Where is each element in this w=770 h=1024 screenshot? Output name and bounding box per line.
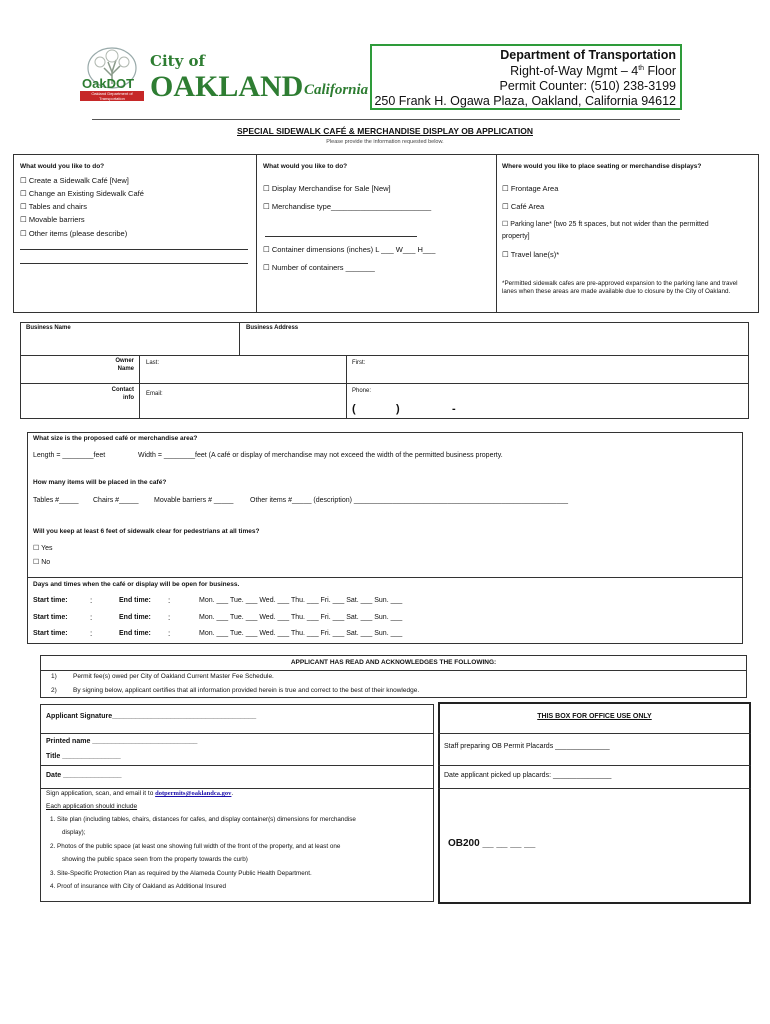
- sig-row-line-3: [40, 788, 434, 789]
- ack-num-1: 1): [51, 673, 57, 680]
- change-cafe-checkbox[interactable]: [20, 189, 144, 198]
- col-divider-2: [496, 154, 497, 313]
- ack-heading: APPLICANT HAS READ AND ACKNOWLEDGES THE FOLLOWING:: [290, 659, 497, 666]
- col2-heading: What would you like to do?: [263, 163, 348, 170]
- tables-chairs-label: Tables and chairs: [28, 202, 88, 211]
- email-label: Email:: [146, 391, 163, 397]
- checkbox-icon: ☐: [263, 245, 270, 254]
- end-colon-3: :: [168, 629, 171, 638]
- line1-text: Right-of-Way Mgmt – 4: [510, 64, 639, 78]
- display-merch-checkbox[interactable]: [263, 184, 391, 193]
- owner-label-divider: [139, 355, 140, 419]
- sidewalk-clear-question: Will you keep at least 6 feet of sidewalk clear for pedestrians at all times?: [33, 528, 260, 535]
- business-address-label: Business Address: [246, 325, 299, 331]
- oakdot-subtitle: Oakland Department of Transportation: [80, 91, 144, 101]
- sig-row-line-1: [40, 733, 434, 734]
- tables-count-field[interactable]: Tables #_____: [33, 497, 79, 504]
- movable-barriers-label: Movable barriers: [28, 215, 85, 224]
- other-items-checkbox[interactable]: [20, 229, 127, 238]
- end-time-label-3: End time:: [119, 630, 151, 637]
- start-time-label-3: Start time:: [33, 630, 68, 637]
- other-items-field-1[interactable]: [20, 249, 248, 250]
- sig-row-line-2: [40, 765, 434, 766]
- checkbox-icon: ☐: [20, 189, 27, 198]
- owner-last-label: Last:: [146, 360, 160, 366]
- line1-sup: th: [638, 64, 645, 72]
- date-picked-up-field[interactable]: Date applicant picked up placards: _______________: [444, 772, 612, 779]
- checkbox-icon: ☐: [33, 559, 40, 566]
- owner-first-label: First:: [352, 360, 366, 366]
- ack-text-1: Permit fee(s) owed per City of Oakland Current Master Fee Schedule.: [73, 673, 274, 680]
- include-heading: Each application should include: [46, 803, 138, 810]
- no-label: No: [41, 559, 51, 566]
- cafe-area-label: Café Area: [510, 202, 545, 211]
- office-row-line-3: [438, 788, 751, 789]
- instructions-end: .: [231, 790, 234, 797]
- merch-type-checkbox[interactable]: [263, 202, 431, 211]
- title-field[interactable]: Title _______________: [46, 753, 121, 760]
- instructions-text: Sign application, scan, and email it to: [46, 790, 156, 797]
- business-divider: [239, 322, 240, 355]
- checkbox-icon: ☐: [33, 545, 40, 552]
- barriers-count-field[interactable]: Movable barriers # _____: [154, 497, 234, 504]
- width-field[interactable]: Width = ________feet (A café or display of merchandise may not exceed the width of the permitted business property.: [138, 452, 503, 459]
- parking-note: *Permitted sidewalk cafes are pre-approved expansion to the parking lane and travel lanes when these areas are made available due to closure by the City of Oakland.: [502, 280, 738, 295]
- form-subtitle: Please provide the information requested below.: [326, 139, 444, 145]
- line1-post: Floor: [644, 64, 676, 78]
- office-heading: THIS BOX FOR OFFICE USE ONLY: [537, 713, 652, 720]
- include-item-4: 4. Proof of insurance with City of Oakland as Additional Insured: [50, 883, 227, 890]
- other-items-label: Other items (please describe): [28, 229, 128, 238]
- parking-lane-label: Parking lane* [two 25 ft spaces, but not wider than the permitted: [510, 221, 709, 228]
- col1-heading: What would you like to do?: [20, 163, 105, 170]
- start-colon-1: :: [90, 596, 93, 605]
- department-address: 250 Frank H. Ogawa Plaza, Oakland, California 94612: [374, 94, 676, 108]
- checkbox-icon: ☐: [502, 184, 509, 193]
- phone-area-open: (: [352, 403, 356, 415]
- date-field[interactable]: Date _______________: [46, 772, 122, 779]
- include-item-3: 3. Site-Specific Protection Plan as required by the Alameda County Public Health Department.: [50, 870, 312, 877]
- other-items-field-2[interactable]: [20, 263, 248, 264]
- submit-instructions: [46, 790, 233, 797]
- create-cafe-label: Create a Sidewalk Café [New]: [28, 176, 129, 185]
- other-items-count-field[interactable]: Other items #_____ (description) _______________________________________________________: [250, 497, 569, 504]
- end-time-label-2: End time:: [119, 614, 151, 621]
- size-question: What size is the proposed café or merchandise area?: [33, 435, 198, 442]
- frontage-area-checkbox[interactable]: [502, 184, 558, 193]
- checkbox-icon: ☐: [502, 202, 509, 211]
- checkbox-icon: ☐: [263, 263, 270, 272]
- printed-name-field[interactable]: Printed name ___________________________: [46, 738, 198, 745]
- checkbox-icon: ☐: [20, 215, 27, 224]
- display-merch-label: Display Merchandise for Sale [New]: [271, 184, 391, 193]
- days-row-2[interactable]: Mon. ___ Tue. ___ Wed. ___ Thu. ___ Fri. ___ Sat. ___ Sun. ___: [199, 614, 403, 621]
- business-name-field[interactable]: [22, 333, 237, 353]
- checkbox-icon: ☐: [263, 202, 270, 211]
- length-field[interactable]: Length = ________feet: [33, 452, 106, 459]
- ob-number-field[interactable]: OB200 __ __ __ __: [448, 838, 536, 849]
- end-time-label-1: End time:: [119, 597, 151, 604]
- container-dimensions-label: Container dimensions (inches) L ___ W___ H___: [271, 245, 436, 254]
- merch-type-label: Merchandise type________________________: [271, 202, 432, 211]
- include-item-1: 1. Site plan (including tables, chairs, distances for cafes, and display container(s) dimensions for merchandise: [50, 816, 356, 823]
- days-question: Days and times when the café or display will be open for business.: [33, 581, 240, 588]
- start-time-label-2: Start time:: [33, 614, 68, 621]
- office-row-line-1: [438, 733, 751, 734]
- days-row-3[interactable]: Mon. ___ Tue. ___ Wed. ___ Thu. ___ Fri. ___ Sat. ___ Sun. ___: [199, 630, 403, 637]
- phone-label: Phone:: [352, 388, 372, 394]
- department-title: Department of Transportation: [500, 48, 676, 62]
- header-divider: [92, 119, 680, 120]
- start-time-label-1: Start time:: [33, 597, 68, 604]
- frontage-area-label: Frontage Area: [510, 184, 559, 193]
- parking-lane-cont: property]: [502, 233, 530, 240]
- number-containers-checkbox[interactable]: [263, 263, 375, 272]
- form-title: SPECIAL SIDEWALK CAFÉ & MERCHANDISE DISPLAY OB APPLICATION: [237, 126, 533, 136]
- start-colon-2: :: [90, 613, 93, 622]
- include-item-1b: display);: [62, 829, 86, 836]
- include-item-2b: showing the public space seen from the property towards the curb): [62, 856, 248, 863]
- movable-barriers-checkbox[interactable]: [20, 215, 85, 224]
- owner-name-label: Owner Name: [115, 358, 134, 372]
- travel-lane-label: Travel lane(s)*: [510, 250, 560, 259]
- permit-counter: Permit Counter: (510) 238-3199: [499, 79, 676, 93]
- contact-info-label: Contact info: [111, 387, 134, 401]
- california-text: California: [304, 82, 369, 98]
- include-item-2: 2. Photos of the public space (at least one showing full width of the front of the property, and at least one: [50, 843, 341, 850]
- merch-type-field-2[interactable]: [265, 236, 417, 237]
- col-divider-1: [256, 154, 257, 313]
- ack-text-2: By signing below, applicant certifies that all information provided herein is true and correct to the best of their knowledge.: [73, 687, 420, 694]
- checkbox-icon: ☐: [20, 176, 27, 185]
- business-address-field[interactable]: [242, 333, 747, 353]
- parking-lane-checkbox[interactable]: [502, 220, 709, 228]
- office-row-line-2: [438, 765, 751, 766]
- checkbox-icon: ☐: [502, 221, 509, 228]
- business-name-label: Business Name: [26, 325, 71, 331]
- start-colon-3: :: [90, 629, 93, 638]
- cafe-area-checkbox[interactable]: [502, 202, 544, 211]
- ack-num-2: 2): [51, 687, 57, 694]
- department-box: [370, 44, 682, 110]
- container-dimensions-checkbox[interactable]: [263, 245, 435, 254]
- checkbox-icon: ☐: [263, 184, 270, 193]
- chairs-count-field[interactable]: Chairs #_____: [93, 497, 139, 504]
- travel-lane-checkbox[interactable]: [502, 250, 559, 259]
- staff-placards-field[interactable]: Staff preparing OB Permit Placards ______________: [444, 743, 610, 750]
- number-containers-label: Number of containers _______: [271, 263, 375, 272]
- items-question: How many items will be placed in the café?: [33, 479, 167, 486]
- business-row-divider-1: [20, 355, 749, 356]
- col3-heading: Where would you like to place seating or merchandise displays?: [502, 163, 702, 170]
- phone-area-close: ): [396, 403, 400, 415]
- oakdot-text: OakDOT: [82, 76, 135, 91]
- create-cafe-checkbox[interactable]: [20, 176, 129, 185]
- business-row-divider-2: [20, 383, 749, 384]
- checkbox-icon: ☐: [502, 250, 509, 259]
- yes-checkbox[interactable]: [33, 544, 53, 552]
- oakland-wordmark: OAKLAND: [150, 70, 304, 103]
- owner-split-divider: [346, 355, 347, 419]
- phone-dash: -: [452, 403, 456, 415]
- yes-label: Yes: [41, 545, 53, 552]
- department-address-line1: [510, 64, 676, 78]
- checkbox-icon: ☐: [20, 202, 27, 211]
- oakdot-logo: [76, 44, 148, 104]
- change-cafe-label: Change an Existing Sidewalk Café: [28, 189, 144, 198]
- city-of-text: City of: [150, 52, 205, 70]
- tables-chairs-checkbox[interactable]: [20, 202, 87, 211]
- days-row-1[interactable]: Mon. ___ Tue. ___ Wed. ___ Thu. ___ Fri. ___ Sat. ___ Sun. ___: [199, 597, 403, 604]
- checkbox-icon: ☐: [20, 229, 27, 238]
- end-colon-1: :: [168, 596, 171, 605]
- signature-field[interactable]: Applicant Signature_____________________________________: [46, 713, 257, 720]
- no-checkbox[interactable]: [33, 558, 50, 566]
- end-colon-2: :: [168, 613, 171, 622]
- email-link[interactable]: dotpermits@oaklandca.gov: [155, 790, 232, 797]
- ack-divider: [40, 670, 747, 671]
